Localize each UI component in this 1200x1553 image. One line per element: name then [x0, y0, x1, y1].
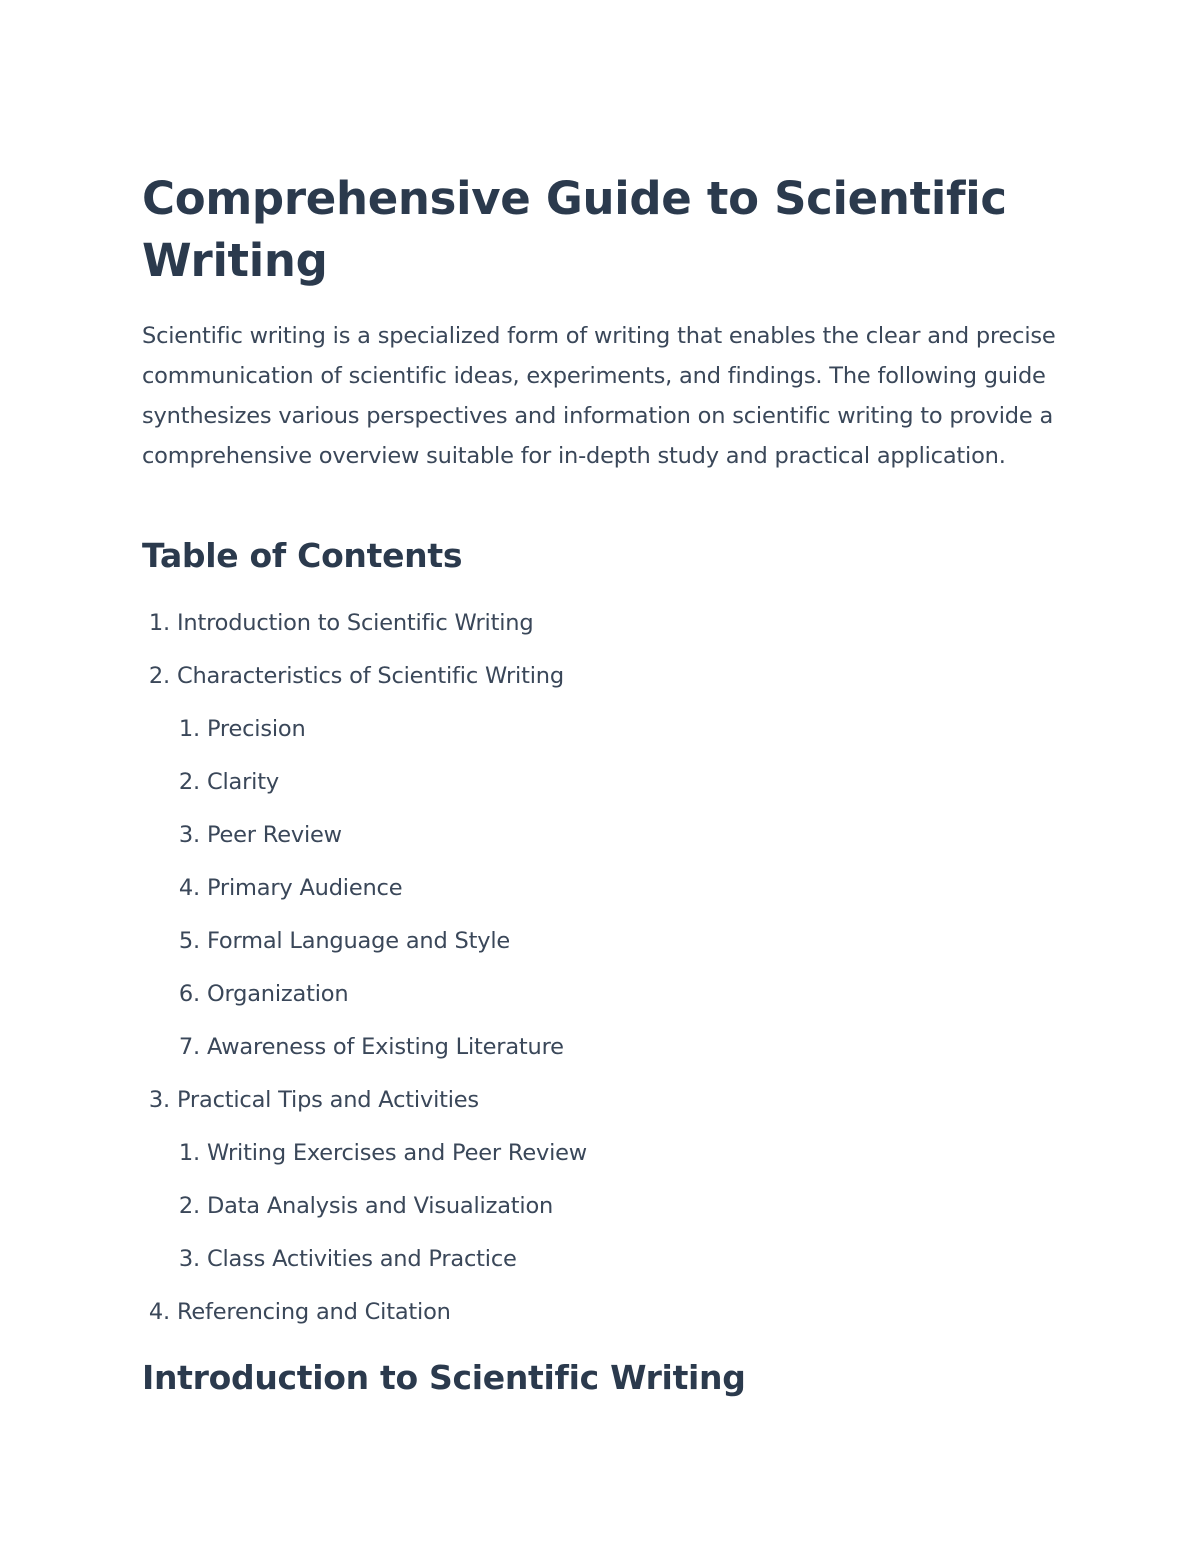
- toc-subitem: 5. Formal Language and Style: [178, 928, 511, 954]
- toc-subitem: 3. Peer Review: [178, 822, 342, 848]
- toc-item: 4. Referencing and Citation: [148, 1299, 451, 1325]
- toc-subitem: 7. Awareness of Existing Literature: [178, 1034, 564, 1060]
- toc-item: 1. Introduction to Scientific Writing: [148, 610, 534, 636]
- section-heading: Introduction to Scientific Writing: [142, 1358, 746, 1397]
- toc-subitem: 1. Writing Exercises and Peer Review: [178, 1140, 587, 1166]
- toc-subitem: 2. Data Analysis and Visualization: [178, 1193, 554, 1219]
- document-page: [142, 168, 1062, 1397]
- toc-subitem: 3. Class Activities and Practice: [178, 1246, 517, 1272]
- table-of-contents: [142, 602, 587, 1344]
- toc-subitem: 1. Precision: [178, 716, 306, 742]
- toc-heading: Table of Contents: [142, 536, 463, 575]
- toc-item: 2. Characteristics of Scientific Writing: [148, 663, 564, 689]
- toc-subitem: 6. Organization: [178, 981, 349, 1007]
- document-title: Comprehensive Guide to Scientific Writing: [142, 172, 1007, 287]
- toc-subitem: 4. Primary Audience: [178, 875, 403, 901]
- intro-paragraph: Scientific writing is a specialized form of writing that enables the clear and precise communication of scientific ideas, experiments, and findings. The following guide synthesizes various perspectives and information on scientific writing to provide a comprehensive overview suitable for in-depth study and practical application.: [142, 323, 1056, 469]
- toc-item: 3. Practical Tips and Activities: [148, 1087, 479, 1113]
- toc-subitem: 2. Clarity: [178, 769, 279, 795]
